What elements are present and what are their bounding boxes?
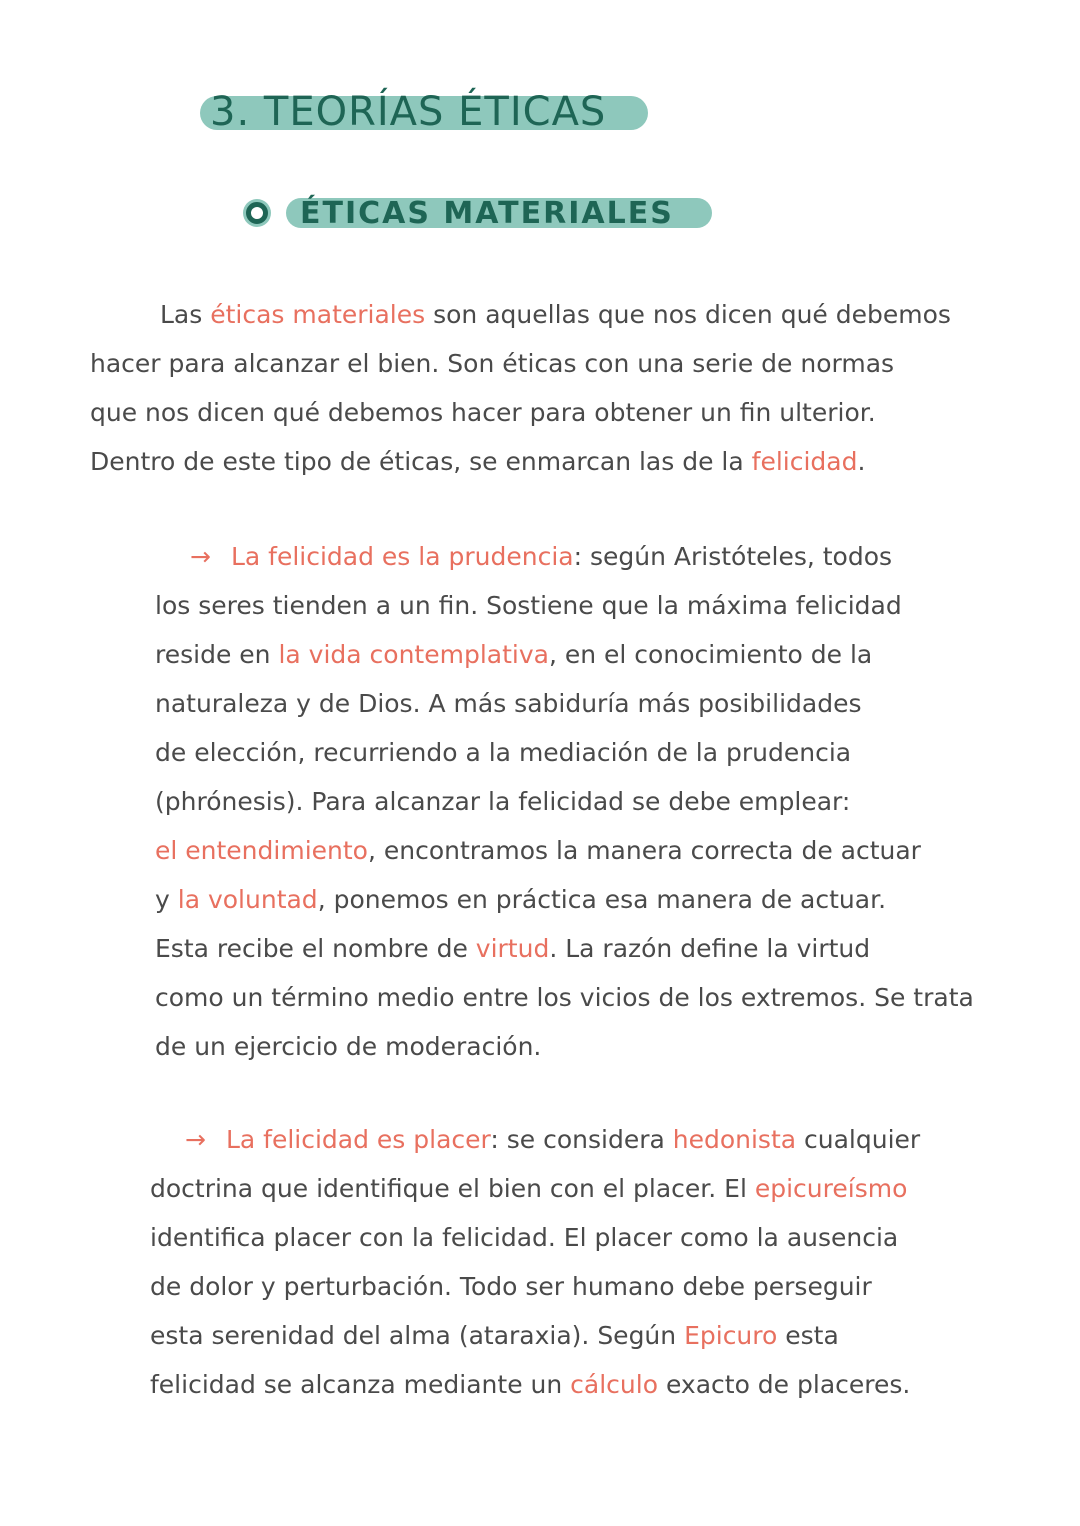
key-term-eticas-materiales: éticas materiales: [210, 300, 426, 329]
text-span: los seres tienden a un fin. Sostiene que la máxima felicidad: [155, 591, 902, 620]
key-term-calculo: cálculo: [570, 1370, 659, 1399]
circle-bullet-icon: [246, 202, 268, 224]
text-line: [90, 388, 951, 437]
section-heading: [246, 192, 674, 236]
text-span: naturaleza y de Dios. A más sabiduría más posibilidades: [155, 689, 862, 718]
text-line: [150, 1213, 920, 1262]
text-line: [150, 1311, 920, 1360]
text-line: [155, 630, 974, 679]
text-span: Esta recibe el nombre de: [155, 934, 476, 963]
text-line: [155, 728, 974, 777]
text-span: reside en: [155, 640, 279, 669]
text-span: esta: [777, 1321, 839, 1350]
point-placer: [150, 1115, 920, 1409]
point-heading-placer: La felicidad es placer: [225, 1125, 491, 1154]
text-span: identifica placer con la felicidad. El placer como la ausencia: [150, 1223, 899, 1252]
text-line: [90, 290, 951, 339]
text-span: de elección, recurriendo a la mediación de la prudencia: [155, 738, 852, 767]
section-heading-text: ÉTICAS MATERIALES: [300, 196, 674, 231]
text-span: cualquier: [796, 1125, 921, 1154]
text-span: , ponemos en práctica esa manera de actuar.: [317, 885, 887, 914]
text-span: Dentro de este tipo de éticas, se enmarcan las de la: [90, 447, 752, 476]
text-span: de un ejercicio de moderación.: [155, 1032, 542, 1061]
text-span: de dolor y perturbación. Todo ser humano debe perseguir: [150, 1272, 872, 1301]
text-span: como un término medio entre los vicios de los extremos. Se trata: [155, 983, 974, 1012]
text-span: . La razón define la virtud: [549, 934, 871, 963]
text-span: doctrina que identifique el bien con el placer. El: [150, 1174, 755, 1203]
text-line: [155, 1022, 974, 1071]
text-line: [155, 826, 974, 875]
text-span: que nos dicen qué debemos hacer para obtener un fin ulterior.: [90, 398, 876, 427]
text-line: [150, 1262, 920, 1311]
page-title-text: 3. TEORÍAS ÉTICAS: [210, 89, 607, 135]
key-term-virtud: virtud: [475, 934, 550, 963]
text-span: (phrónesis). Para alcanzar la felicidad se debe emplear:: [155, 787, 851, 816]
page-title: [200, 88, 606, 136]
text-line: [155, 679, 974, 728]
text-line: [150, 1360, 920, 1409]
text-line: [150, 1164, 920, 1213]
text-span: , en el conocimiento de la: [548, 640, 873, 669]
text-line: [90, 437, 951, 486]
key-term-epicuro: Epicuro: [684, 1321, 778, 1350]
text-line: [155, 924, 974, 973]
point-prudencia: [155, 532, 974, 1071]
right-arrow-icon: →: [190, 542, 211, 571]
key-term-voluntad: la voluntad: [177, 885, 318, 914]
text-span: felicidad se alcanza mediante un: [150, 1370, 571, 1399]
text-span: : se considera: [490, 1125, 673, 1154]
text-span: .: [857, 447, 866, 476]
key-term-felicidad: felicidad: [751, 447, 858, 476]
point-heading-prudencia: La felicidad es la prudencia: [230, 542, 574, 571]
text-span: : según Aristóteles, todos: [573, 542, 893, 571]
right-arrow-icon: →: [185, 1125, 206, 1154]
text-line: [155, 777, 974, 826]
intro-paragraph: [90, 290, 951, 486]
text-span: y: [155, 885, 178, 914]
text-line: [155, 532, 974, 581]
text-line: [155, 875, 974, 924]
text-line: [155, 973, 974, 1022]
text-span: hacer para alcanzar el bien. Son éticas con una serie de normas: [90, 349, 895, 378]
text-span: son aquellas que nos dicen qué debemos: [425, 300, 951, 329]
text-line: [90, 339, 951, 388]
key-term-hedonista: hedonista: [672, 1125, 797, 1154]
key-term-entendimiento: el entendimiento: [155, 836, 368, 865]
key-term-vida-contemplativa: la vida contemplativa: [278, 640, 549, 669]
text-line: [155, 581, 974, 630]
text-span: exacto de placeres.: [658, 1370, 911, 1399]
text-span: , encontramos la manera correcta de actuar: [367, 836, 921, 865]
text-line: [150, 1115, 920, 1164]
key-term-epicureismo: epicureísmo: [754, 1174, 908, 1203]
text-span: Las: [160, 300, 211, 329]
text-span: esta serenidad del alma (ataraxia). Según: [150, 1321, 685, 1350]
